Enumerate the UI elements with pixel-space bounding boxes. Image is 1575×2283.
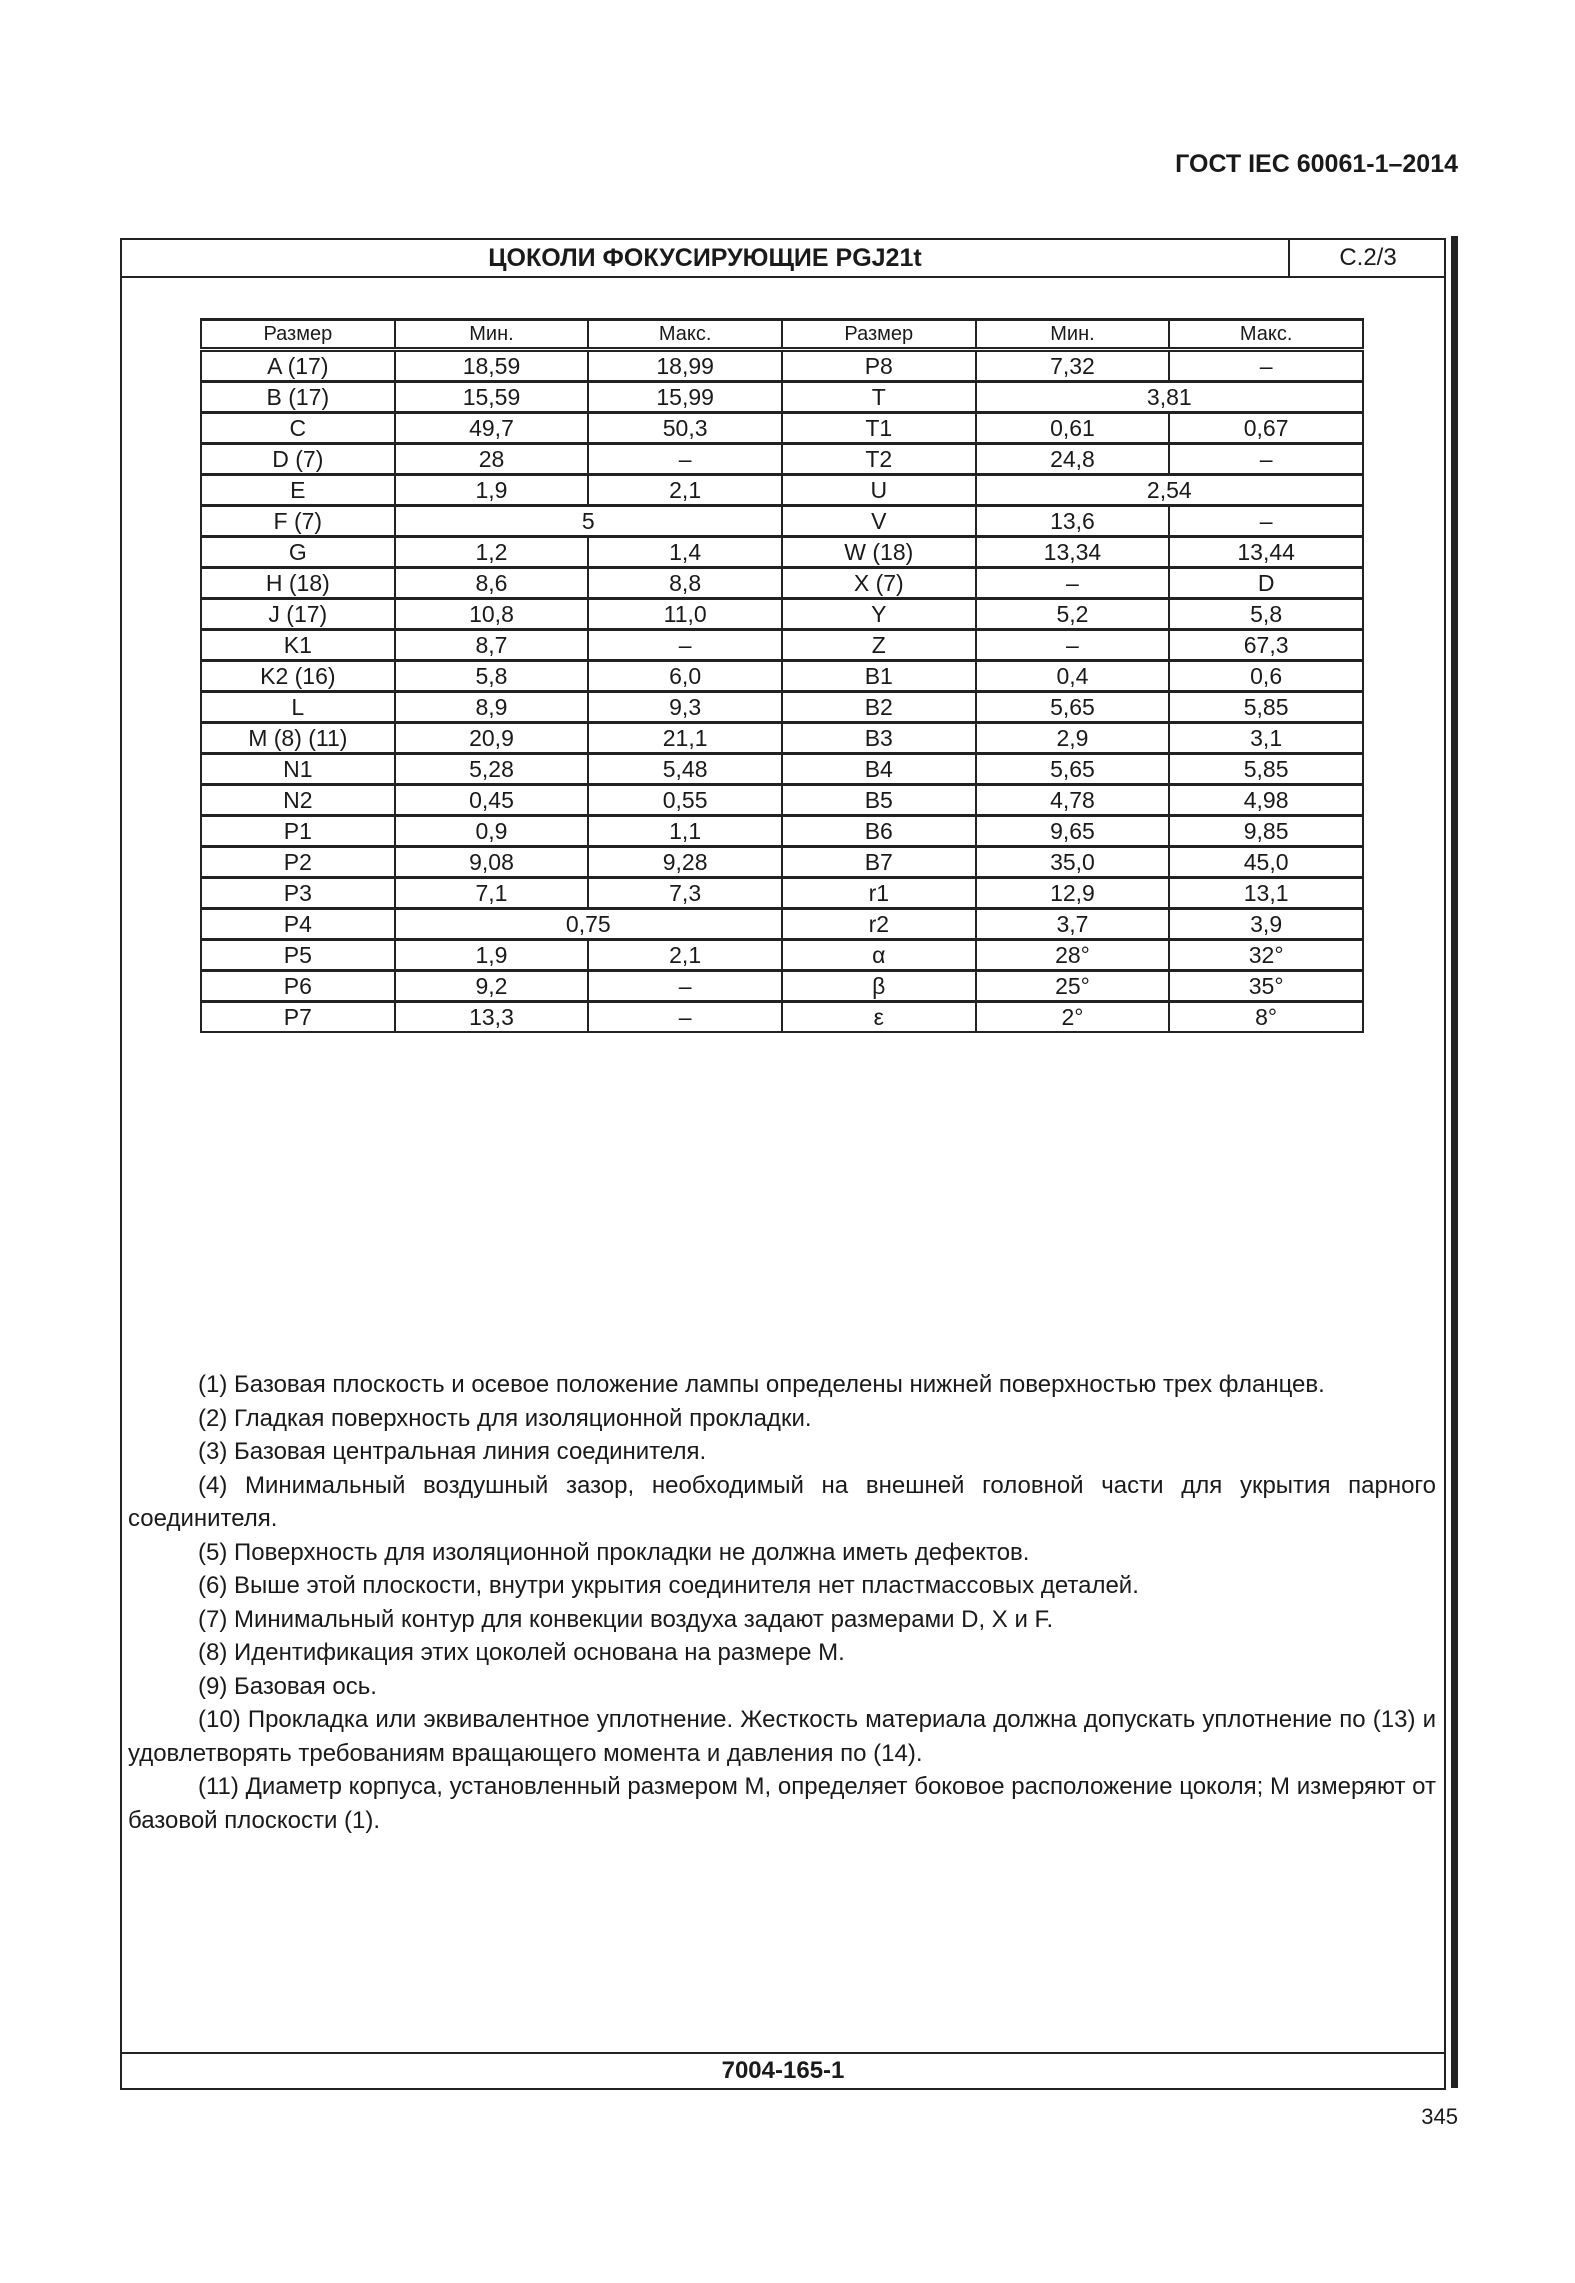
sheet-frame: [120, 238, 1446, 2090]
table-cell: P6: [201, 971, 395, 1002]
table-cell: 10,8: [395, 599, 589, 630]
sheet-number: С.2/3: [1288, 240, 1446, 276]
table-cell: –: [588, 630, 782, 661]
table-row: [201, 350, 1363, 382]
table-cell: 5,8: [1169, 599, 1363, 630]
table-cell: 5,65: [976, 692, 1170, 723]
column-header: Макс.: [588, 320, 782, 350]
table-cell: 13,1: [1169, 878, 1363, 909]
table-cell: U: [782, 475, 976, 506]
table-row: [201, 692, 1363, 723]
note: (3) Базовая центральная линия соединителя.: [198, 1438, 707, 1465]
table-cell: 6,0: [588, 661, 782, 692]
table-cell: 5,85: [1169, 692, 1363, 723]
table-cell: B6: [782, 816, 976, 847]
column-header: Размер: [201, 320, 395, 350]
table-row: [201, 661, 1363, 692]
table-cell: 9,2: [395, 971, 589, 1002]
table-cell: W (18): [782, 537, 976, 568]
table-cell: 67,3: [1169, 630, 1363, 661]
table-cell: B (17): [201, 382, 395, 413]
table-cell: 1,9: [395, 940, 589, 971]
table-cell: P1: [201, 816, 395, 847]
table-cell: 35,0: [976, 847, 1170, 878]
table-cell: B4: [782, 754, 976, 785]
frame-edge-line: [1451, 236, 1458, 2088]
table-row: [201, 506, 1363, 537]
notes: [128, 1368, 1436, 1837]
table-cell: 0,6: [1169, 661, 1363, 692]
table-row: [201, 940, 1363, 971]
column-header: Мин.: [395, 320, 589, 350]
table-row: [201, 444, 1363, 475]
table-cell: 0,75: [395, 909, 782, 940]
table-cell: P8: [782, 350, 976, 382]
table-cell: 5,2: [976, 599, 1170, 630]
table-cell: 5,48: [588, 754, 782, 785]
table-cell: 32°: [1169, 940, 1363, 971]
table-cell: 13,6: [976, 506, 1170, 537]
table-cell: 2,1: [588, 475, 782, 506]
table-cell: –: [1169, 444, 1363, 475]
table-cell: –: [976, 630, 1170, 661]
table-cell: 2,54: [976, 475, 1363, 506]
table-cell: 7,3: [588, 878, 782, 909]
table-cell: F (7): [201, 506, 395, 537]
dimensions-table: [200, 318, 1364, 1033]
table-cell: –: [588, 444, 782, 475]
table-row: [201, 382, 1363, 413]
table-cell: 11,0: [588, 599, 782, 630]
table-cell: β: [782, 971, 976, 1002]
table-cell: Y: [782, 599, 976, 630]
table-cell: 9,3: [588, 692, 782, 723]
table-cell: 13,44: [1169, 537, 1363, 568]
table-cell: 4,98: [1169, 785, 1363, 816]
table-cell: α: [782, 940, 976, 971]
table-cell: 25°: [976, 971, 1170, 1002]
table-row: [201, 599, 1363, 630]
table-row: [201, 537, 1363, 568]
table-cell: –: [1169, 506, 1363, 537]
table-cell: r2: [782, 909, 976, 940]
note: (1) Базовая плоскость и осевое положение лампы определены нижней поверхностью трех фланцев.: [198, 1371, 1325, 1398]
table-cell: 12,9: [976, 878, 1170, 909]
table-cell: 49,7: [395, 413, 589, 444]
table-cell: 0,55: [588, 785, 782, 816]
table-cell: 35°: [1169, 971, 1363, 1002]
table-cell: 0,61: [976, 413, 1170, 444]
table-cell: –: [976, 568, 1170, 599]
table-cell: 24,8: [976, 444, 1170, 475]
table-cell: 45,0: [1169, 847, 1363, 878]
table-cell: 5: [395, 506, 782, 537]
table-cell: 7,32: [976, 350, 1170, 382]
table-cell: V: [782, 506, 976, 537]
table-cell: 13,34: [976, 537, 1170, 568]
table-cell: 3,1: [1169, 723, 1363, 754]
note: (6) Выше этой плоскости, внутри укрытия соединителя нет пластмассовых деталей.: [198, 1572, 1139, 1599]
table-cell: X (7): [782, 568, 976, 599]
table-cell: B2: [782, 692, 976, 723]
table-cell: 18,59: [395, 350, 589, 382]
table-cell: P3: [201, 878, 395, 909]
table-row: [201, 568, 1363, 599]
table-cell: –: [588, 1002, 782, 1033]
table-cell: 8,6: [395, 568, 589, 599]
table-cell: 3,9: [1169, 909, 1363, 940]
table-cell: 28°: [976, 940, 1170, 971]
sheet-code: 7004-165-1: [122, 2052, 1444, 2088]
table-cell: 8,7: [395, 630, 589, 661]
table-cell: C: [201, 413, 395, 444]
table-cell: L: [201, 692, 395, 723]
table-cell: –: [588, 971, 782, 1002]
table-row: [201, 785, 1363, 816]
table-cell: 1,9: [395, 475, 589, 506]
table-cell: D (7): [201, 444, 395, 475]
table-cell: K1: [201, 630, 395, 661]
standard-designation: ГОСТ IEC 60061-1–2014: [1175, 150, 1458, 178]
table-cell: 9,65: [976, 816, 1170, 847]
table-cell: –: [1169, 350, 1363, 382]
table-cell: N1: [201, 754, 395, 785]
table-row: [201, 754, 1363, 785]
table-row: [201, 475, 1363, 506]
table-cell: 2,1: [588, 940, 782, 971]
table-cell: 5,65: [976, 754, 1170, 785]
table-row: [201, 630, 1363, 661]
note: (7) Минимальный контур для конвекции воздуха задают размерами D, X и F.: [198, 1605, 1054, 1633]
table-cell: P2: [201, 847, 395, 878]
table-cell: A (17): [201, 350, 395, 382]
table-row: [201, 878, 1363, 909]
table-cell: 2°: [976, 1002, 1170, 1033]
column-header: Мин.: [976, 320, 1170, 350]
table-cell: r1: [782, 878, 976, 909]
table-header-row: [201, 320, 1363, 350]
note: (9) Базовая ось.: [198, 1672, 377, 1700]
note: (10) Прокладка или эквивалентное уплотнение. Жесткость материала должна допускать уплотнение по (13) и удовлетворять требованиям вращающего момента и давления по (14).: [128, 1706, 1436, 1767]
table-cell: 2,9: [976, 723, 1170, 754]
table-row: [201, 816, 1363, 847]
note: (11) Диаметр корпуса, установленный размером M, определяет боковое расположение цоколя; M измеряют от базовой плоскости (1).: [128, 1773, 1436, 1834]
table-cell: P4: [201, 909, 395, 940]
table-cell: H (18): [201, 568, 395, 599]
table-row: [201, 971, 1363, 1002]
table-cell: 15,99: [588, 382, 782, 413]
table-cell: 8,9: [395, 692, 589, 723]
table-cell: 3,7: [976, 909, 1170, 940]
table-cell: 18,99: [588, 350, 782, 382]
table-cell: 5,28: [395, 754, 589, 785]
table-cell: P5: [201, 940, 395, 971]
table-cell: 8,8: [588, 568, 782, 599]
table-row: [201, 723, 1363, 754]
table-cell: 1,4: [588, 537, 782, 568]
page-number: 345: [1421, 2104, 1458, 2129]
table-cell: D: [1169, 568, 1363, 599]
table-cell: 15,59: [395, 382, 589, 413]
table-cell: B1: [782, 661, 976, 692]
table-cell: 50,3: [588, 413, 782, 444]
sheet-title: ЦОКОЛИ ФОКУСИРУЮЩИЕ PGJ21t: [488, 244, 922, 272]
table-cell: 13,3: [395, 1002, 589, 1033]
table-cell: 9,85: [1169, 816, 1363, 847]
table-cell: M (8) (11): [201, 723, 395, 754]
table-cell: B3: [782, 723, 976, 754]
table-row: [201, 909, 1363, 940]
table-cell: T1: [782, 413, 976, 444]
table-cell: 1,1: [588, 816, 782, 847]
table-row: [201, 413, 1363, 444]
column-header: Размер: [782, 320, 976, 350]
table-cell: 0,4: [976, 661, 1170, 692]
title-bar: [122, 240, 1444, 278]
table-cell: 5,8: [395, 661, 589, 692]
table-cell: 9,28: [588, 847, 782, 878]
table-cell: 21,1: [588, 723, 782, 754]
table-cell: 0,9: [395, 816, 589, 847]
table-cell: 0,67: [1169, 413, 1363, 444]
table-cell: T2: [782, 444, 976, 475]
note: (4) Минимальный воздушный зазор, необходимый на внешней головной части для укрытия парного соединителя.: [128, 1471, 1436, 1532]
table-cell: 5,85: [1169, 754, 1363, 785]
table-cell: J (17): [201, 599, 395, 630]
note: (2) Гладкая поверхность для изоляционной прокладки.: [198, 1404, 812, 1432]
table-cell: K2 (16): [201, 661, 395, 692]
table-cell: B7: [782, 847, 976, 878]
table-cell: 9,08: [395, 847, 589, 878]
table-row: [201, 1002, 1363, 1033]
table-cell: N2: [201, 785, 395, 816]
column-header: Макс.: [1169, 320, 1363, 350]
table-cell: 1,2: [395, 537, 589, 568]
table-cell: 7,1: [395, 878, 589, 909]
table-cell: P7: [201, 1002, 395, 1033]
table-cell: E: [201, 475, 395, 506]
table-cell: 20,9: [395, 723, 589, 754]
table-cell: G: [201, 537, 395, 568]
note: (8) Идентификация этих цоколей основана на размере M.: [198, 1639, 845, 1666]
table-cell: ε: [782, 1002, 976, 1033]
table-cell: B5: [782, 785, 976, 816]
table-cell: 8°: [1169, 1002, 1363, 1033]
table-row: [201, 847, 1363, 878]
table-cell: T: [782, 382, 976, 413]
table-cell: 0,45: [395, 785, 589, 816]
note: (5) Поверхность для изоляционной прокладки не должна иметь дефектов.: [198, 1538, 1030, 1566]
table-cell: Z: [782, 630, 976, 661]
table-cell: 28: [395, 444, 589, 475]
table-cell: 3,81: [976, 382, 1363, 413]
table-cell: 4,78: [976, 785, 1170, 816]
